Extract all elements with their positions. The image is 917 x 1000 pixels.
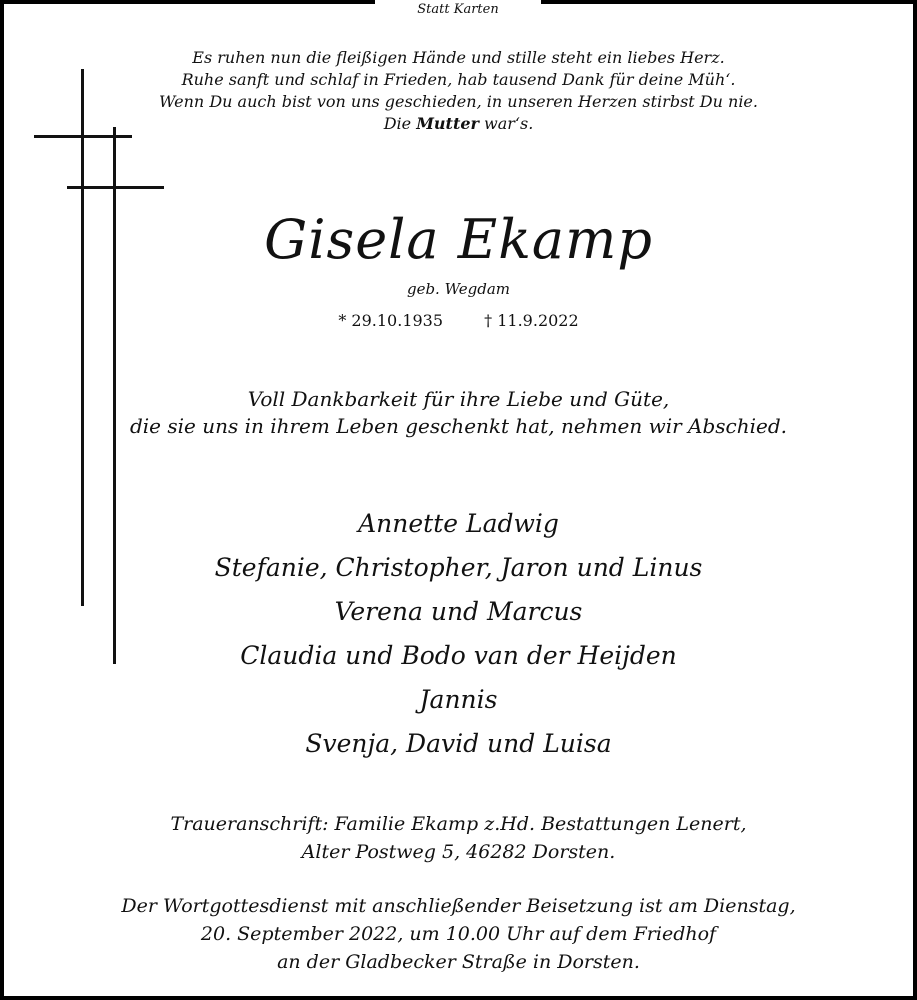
birth-date: * 29.10.1935	[338, 311, 444, 330]
frame-border-top-left	[0, 0, 375, 4]
thanks-text	[0, 386, 917, 440]
life-dates	[0, 311, 917, 330]
mourner-line: Annette Ladwig	[358, 509, 559, 538]
thanks-line-2: die sie uns in ihrem Leben geschenkt hat, nehmen wir Abschied.	[129, 414, 788, 438]
verse-line-2: Ruhe sanft und schlaf in Frieden, hab tausend Dank für deine Müh‘.	[181, 70, 736, 89]
verse-line-3: Wenn Du auch bist von uns geschieden, in unseren Herzen stirbst Du nie.	[159, 92, 758, 111]
service-info	[0, 892, 917, 976]
verse-line-1: Es ruhen nun die fleißigen Hände und stille steht ein liebes Herz.	[192, 48, 725, 67]
mourner-line: Verena und Marcus	[334, 597, 583, 626]
verse-line-4-pre: Die	[383, 114, 412, 133]
cross1-horizontal	[34, 135, 132, 138]
deceased-name: Gisela Ekamp	[264, 208, 653, 271]
mourner-line: Claudia und Bodo van der Heijden	[240, 641, 677, 670]
thanks-line-1: Voll Dankbarkeit für ihre Liebe und Güte,	[247, 387, 670, 411]
mourner-line: Jannis	[419, 685, 498, 714]
frame-border-top-right	[541, 0, 917, 4]
verse-line-4-post: war‘s.	[484, 114, 534, 133]
service-line-1: Der Wortgottesdienst mit anschließender Beisetzung ist am Dienstag,	[121, 895, 796, 917]
mourner-line: Svenja, David und Luisa	[305, 729, 612, 758]
address-line-1: Traueranschrift: Familie Ekamp z.Hd. Bestattungen Lenert,	[170, 813, 747, 835]
statt-karten-label: Statt Karten	[417, 2, 499, 17]
address-line-2: Alter Postweg 5, 46282 Dorsten.	[301, 841, 616, 863]
memorial-verse	[0, 47, 917, 135]
verse-line-4-bold: Mutter	[416, 114, 479, 133]
condolence-address	[0, 810, 917, 866]
verse-line-4	[0, 113, 917, 135]
frame-border-bottom	[0, 996, 917, 1000]
cross2-horizontal	[67, 186, 164, 189]
death-date: † 11.9.2022	[484, 311, 579, 330]
service-line-2: 20. September 2022, um 10.00 Uhr auf dem Friedhof	[200, 923, 717, 945]
service-line-3: an der Gladbecker Straße in Dorsten.	[277, 951, 640, 973]
mourners-list	[0, 502, 917, 766]
mourner-line: Stefanie, Christopher, Jaron und Linus	[214, 553, 703, 582]
birth-name: geb. Wegdam	[406, 280, 511, 298]
